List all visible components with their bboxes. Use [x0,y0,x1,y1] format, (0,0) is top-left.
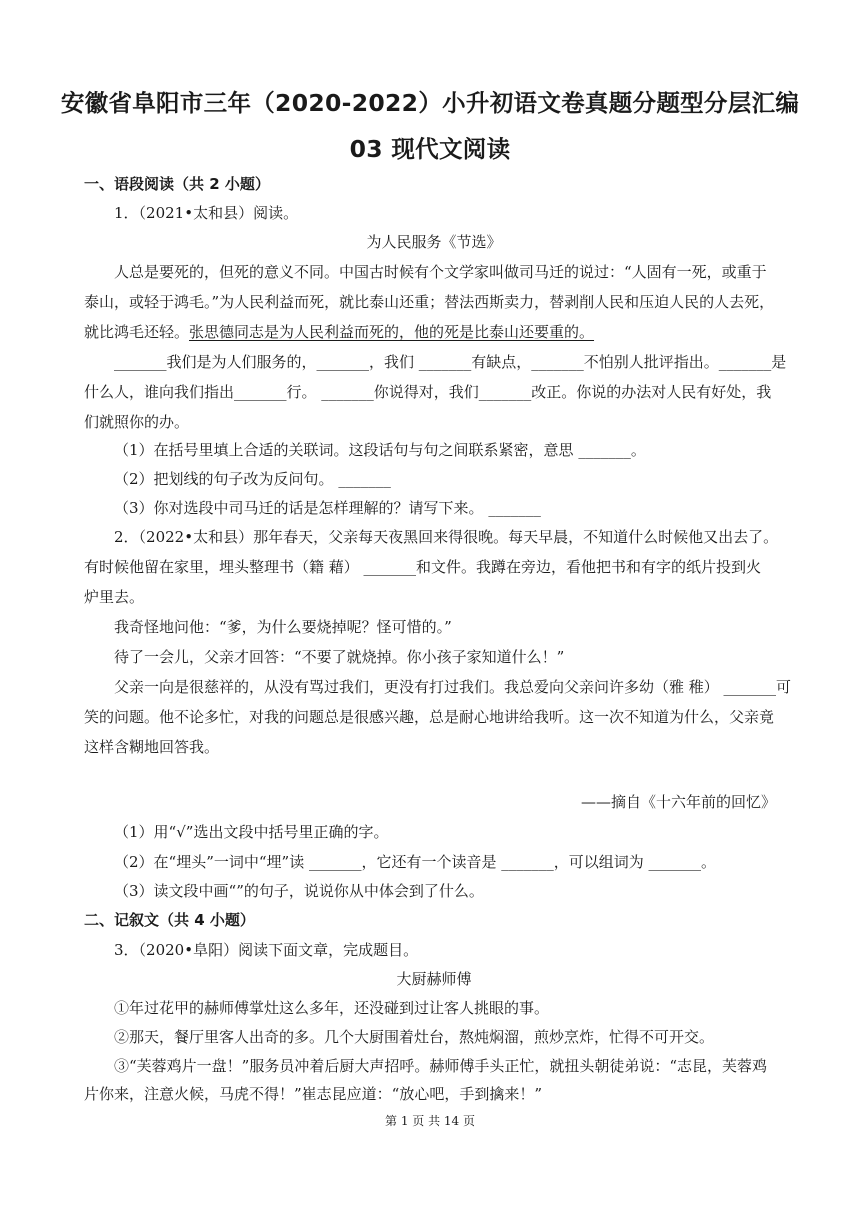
q3-paragraph-3-line-2: 片你来，注意火候，马虎不得！”崔志昆应道：“放心吧，手到擒来！” [84,1085,543,1103]
q3-paragraph-2: ②那天，餐厅里客人出奇的多。几个大厨围着灶台，熬炖焖溜，煎炒烹炸，忙得不可开交。 [114,1028,715,1046]
q2-source-citation: ——摘自《十六年前的回忆》 [580,793,776,811]
q1-paragraph-2-line-3: 们就照你的办。 [84,413,190,431]
q1-subquestion-3: （3）你对选段中司马迁的话是怎样理解的？请写下来。 _______ [114,499,541,517]
question-3-passage-title: 大厨赫师傅 [396,970,472,988]
q1-paragraph-1-line-2: 泰山，或轻于鸿毛。”为人民利益而死，就比泰山还重；替法西斯卖力，替剥削人民和压迫人民的人去死， [84,293,775,311]
page-number-footer: 第 1 页 共 14 页 [385,1114,475,1128]
question-1-passage-title: 为人民服务《节选》 [366,233,502,251]
q2-line-6: 父亲一向是很慈祥的，从没有骂过我们，更没有打过我们。我总爱向父亲问许多幼（雅 稚） _______可 [114,678,792,696]
q2-line-8: 这样含糊地回答我。 [84,738,220,756]
question-3-header: 3．（2020•阜阳）阅读下面文章，完成题目。 [114,941,419,959]
section-heading-1: 一、语段阅读（共 2 小题） [84,175,270,193]
q3-paragraph-1: ①年过花甲的赫师傅掌灶这么多年，还没碰到过让客人挑眼的事。 [114,999,550,1017]
q2-line-1: 2．（2022•太和县）那年春天，父亲每天夜黑回来得很晚。每天早晨，不知道什么时候他又出去了。 [114,528,779,546]
q3-paragraph-3-line-1: ③“芙蓉鸡片一盘！”服务员冲着后厨大声招呼。赫师傅手头正忙，就扭头朝徒弟说：“志昆，芙蓉鸡 [114,1057,768,1075]
q2-line-3: 炉里去。 [84,588,145,606]
q1-underlined-sentence: 张思德同志是为人民利益而死的，他的死是比泰山还要重的。 [189,323,595,341]
q1-subquestion-2: （2）把划线的句子改为反问句。 _______ [114,470,391,488]
q2-line-7: 笑的问题。他不论多忙，对我的问题总是很感兴趣，总是耐心地讲给我听。这一次不知道为什么，父亲竟 [84,708,775,726]
q2-subquestion-3: （3）读文段中画“”的句子，说说你从中体会到了什么。 [114,882,484,900]
q2-line-2: 有时候他留在家里，埋头整理书（籍 藉） _______和文件。我蹲在旁边，看他把书和有字的纸片投到火 [84,558,762,576]
q2-line-5: 待了一会儿，父亲才回答：“不要了就烧掉。你小孩子家知道什么！” [114,648,565,666]
q1-paragraph-2-line-1: _______我们是为人们服务的，_______，我们 _______有缺点，_______不怕别人批评指出。_______是 [114,353,787,371]
q1-paragraph-2-line-2: 什么人，谁向我们指出_______行。 _______你说得对，我们_______改正。你说的办法对人民有好处，我 [84,383,772,401]
question-1-header: 1．（2021•太和县）阅读。 [114,204,299,222]
q1-paragraph-1-line-1: 人总是要死的，但死的意义不同。中国古时候有个文学家叫做司马迁的说过：“人固有一死，或重于 [114,263,767,281]
q1-paragraph-1-line-3 [84,322,784,342]
q2-subquestion-1: （1）用“√”选出文段中括号里正确的字。 [114,823,389,841]
q2-subquestion-2: （2）在“埋头”一词中“埋”读 _______，它还有一个读音是 _______，可以组词为 _______。 [114,853,717,871]
q1-subquestion-1: （1）在括号里填上合适的关联词。这段话句与句之间联系紧密，意思 _______。 [114,441,646,459]
document-title-line1: 安徽省阜阳市三年（2020-2022）小升初语文卷真题分题型分层汇编 [60,89,800,117]
section-heading-2: 二、记叙文（共 4 小题） [84,911,255,929]
q2-line-4: 我奇怪地问他：“爹，为什么要烧掉呢？怪可惜的。” [114,618,452,636]
document-title-line2: 03 现代文阅读 [349,135,511,163]
q1-plain-text: 就比鸿毛还轻。 [84,323,190,341]
